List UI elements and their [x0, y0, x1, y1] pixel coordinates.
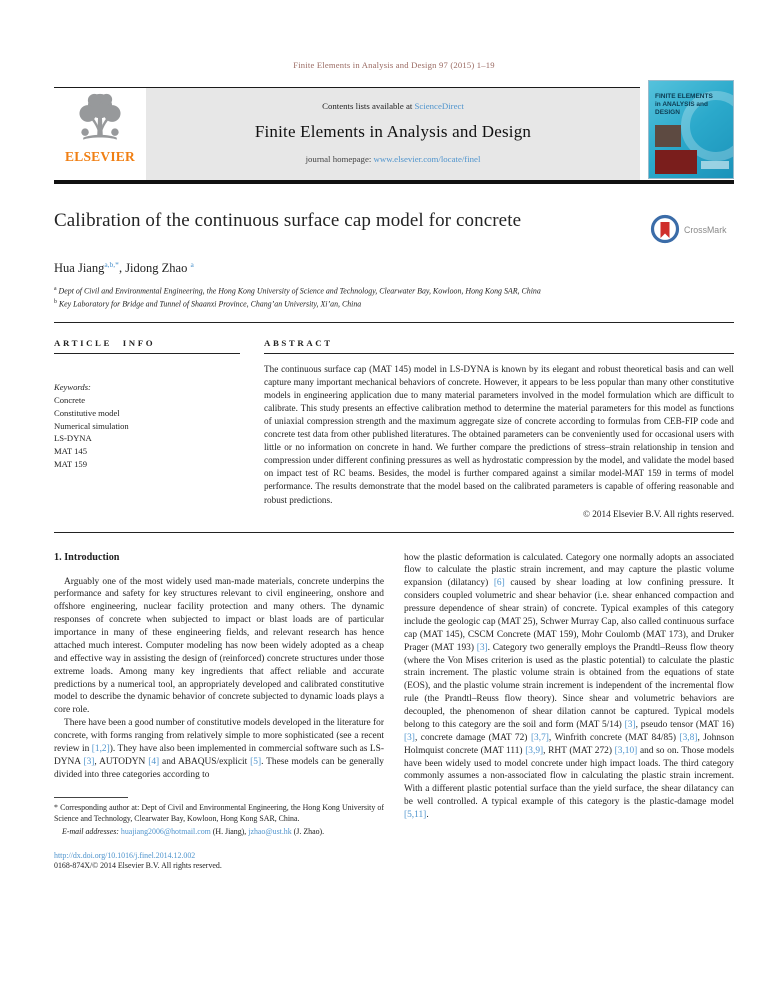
keyword-item: Constitutive model	[54, 407, 120, 418]
doi-link[interactable]: http://dx.doi.org/10.1016/j.finel.2014.12.002	[54, 850, 196, 860]
citation-link[interactable]: [3]	[476, 642, 488, 653]
citation-link[interactable]: [3,8]	[679, 732, 698, 743]
affiliation-text: Dept of Civil and Environmental Engineering, the Hong Kong University of Science and Technology, Clearwater Bay, Kowloon, Hong Kong SAR, China	[56, 286, 541, 296]
keywords-block	[54, 381, 240, 471]
citation-link[interactable]: [5]	[250, 756, 262, 767]
contents-prefix: Contents lists available at	[322, 101, 415, 111]
citation-link[interactable]: [3]	[404, 732, 415, 743]
citation-link[interactable]: [3,7]	[530, 732, 549, 743]
article-info-column	[54, 338, 240, 519]
homepage-line	[146, 154, 640, 164]
journal-cover-thumbnail	[648, 80, 734, 179]
section-1-heading: 1. Introduction	[54, 551, 120, 563]
crossmark-label: CrossMark	[684, 225, 727, 235]
email-owner-1: (H. Jiang),	[210, 826, 249, 836]
citation-link[interactable]: [3,9]	[525, 745, 544, 756]
crossmark-icon	[650, 213, 680, 247]
cover-title	[655, 93, 713, 117]
author-affiliation-sup[interactable]: a,b,*	[104, 260, 119, 269]
right-column	[404, 552, 734, 870]
cover-title-line3: DESIGN	[655, 109, 680, 117]
citation-link[interactable]: [6]	[493, 578, 505, 589]
affiliation-text: Key Laboratory for Bridge and Tunnel of Shaanxi Province, Chang’an University, Xi’an, China	[56, 299, 362, 309]
cover-footer-mark	[701, 161, 729, 169]
journal-title: Finite Elements in Analysis and Design	[254, 122, 532, 141]
elsevier-tree-icon	[72, 91, 128, 149]
abstract-copyright: © 2014 Elsevier B.V. All rights reserved.	[583, 508, 734, 519]
email-addresses-line	[54, 826, 384, 837]
affiliation-line	[54, 298, 734, 311]
email-link-1[interactable]: huajiang2006@hotmail.com	[120, 826, 211, 836]
banner-center	[146, 88, 640, 180]
sciencedirect-link[interactable]: ScienceDirect	[414, 101, 464, 111]
citation-link[interactable]: [5,11]	[404, 810, 427, 821]
article-info-heading: ARTICLE INFO	[54, 338, 240, 354]
author-separator: ,	[118, 261, 126, 276]
affiliation-marker: b	[54, 299, 57, 306]
cover-title-line1: FINITE ELEMENTS	[655, 93, 713, 100]
author-name: Jidong Zhao	[125, 261, 188, 276]
keyword-item: LS-DYNA	[54, 433, 92, 444]
left-column-paragraphs	[54, 576, 384, 782]
citation-link[interactable]: [3]	[624, 719, 636, 730]
body-paragraph: how the plastic deformation is calculated. Category one normally adopts an associated flow to calculate the plastic strain increment, and may capture the plastic volume expansion (dilatancy) [6] caused by shear loading at low confining pressure. It considers coupled volumetric and shear behavior (i.e. shear enhanced compaction and pressure dependence of shear strain) of concrete. Typical examples of this category include the geologic cap (MAT 25), Schwer Murray Cap, also called continuous surface cap (MAT 145), CSCM Concrete (MAT 159), Mohr Coulomb (MAT 173), and Druker Prager (MAT 193) [3]. Category two generally employs the Prandtl–Reuss flow theory (where the Von Mises criterion is used as the plastic potential) to calculate the plastic strain increment. The plastic volume strain is obtained from the equations of state (EOS), and the plastic volume strain increment is independent of the incremental flow rule (the Prandtl–Reuss flow theory). Since shear and volumetric behaviors are decoupled, the phenomenon of shear dilation cannot be captured. Typical models belong to this category are the soil and form (MAT 5/14) [3], pseudo tensor (MAT 16) [3], concrete damage (MAT 72) [3,7], Winfrith concrete (MAT 84/85) [3,8], Johnson Holmquist concrete (MAT 111) [3,9], RHT (MAT 272) [3,10] and so on. Those models have been widely used to model concrete under high impact loads. The third category commonly assumes a non-associated flow in calculating the plastic strain increment. With a different plastic potential surface than the yield surface, the shear dilatancy can be well controlled. A typical example of this category is the plastic-damage model [5,11].	[404, 552, 735, 821]
homepage-link[interactable]: www.elsevier.com/locate/finel	[373, 154, 481, 164]
email-owner-2: (J. Zhao).	[291, 826, 325, 836]
body-paragraph: Arguably one of the most widely used man-made materials, concrete underpins the performance and safety for key structures relevant to civil engineering, onshore and offshore engineering, nuclear facility protection and many others. The dynamic responses of concrete when subjected to impact or blast loads are of particular importance in many of these engineering fields, and relevant research has hence attached much interest. Computer modeling has now been widely adopted as a cheap and effective way in assisting the design of (reinforced) concrete structures under those extreme loads. Among many key ingredients that affect reliable and accurate predictions by a numerical tool, an appropriately developed and calibrated constitutive model to describe the dynamic behavior of concrete subjected to dynamic loads plays a core role.	[54, 576, 384, 716]
cover-photo-2	[655, 150, 697, 174]
elsevier-wordmark: ELSEVIER	[65, 149, 135, 164]
footnote-block	[54, 797, 384, 870]
journal-reference-line: Finite Elements in Analysis and Design 97 (2015) 1–19	[293, 60, 495, 70]
keywords-label: Keywords:	[54, 381, 91, 392]
author-affiliation-sup[interactable]: a	[190, 260, 194, 269]
citation-link[interactable]: [3,10]	[614, 745, 638, 756]
keyword-item: MAT 159	[54, 459, 88, 470]
body-paragraph: There have been a good number of constitutive models developed in the literature for concrete, with forms ranging from relatively simple to more sophisticated (see a recent review in [1,2]). They have also been implemented in commercial software such as LS-DYNA [3], AUTODYN [4] and ABAQUS/explicit [5]. These models can be generally divided into three categories according to	[54, 718, 384, 780]
journal-header-banner	[54, 87, 734, 180]
info-abstract-section	[54, 338, 734, 519]
abstract-column	[264, 338, 734, 519]
affiliations	[54, 285, 734, 311]
abstract-heading: ABSTRACT	[264, 338, 734, 354]
author-line	[54, 260, 734, 276]
body-two-columns	[54, 552, 734, 870]
affiliation-marker: a	[54, 286, 57, 293]
homepage-label: journal homepage:	[305, 154, 374, 164]
keyword-item: MAT 145	[54, 446, 88, 457]
keyword-item: Concrete	[54, 394, 86, 405]
abstract-divider	[54, 532, 734, 533]
citation-link[interactable]: [4]	[148, 756, 160, 767]
elsevier-logo	[54, 88, 146, 180]
section-divider	[54, 322, 734, 323]
cover-photo-1	[655, 125, 681, 147]
email-label: E-mail addresses:	[62, 826, 121, 836]
header-divider-bar	[54, 180, 734, 184]
affiliation-line	[54, 285, 734, 298]
title-section	[54, 210, 734, 247]
abstract-text: The continuous surface cap (MAT 145) model in LS-DYNA is known by its elegant and robust theoretical basis and can well capture many important mechanical behaviors of concrete. However, it appears to be less popular than many other constitutive models in engineering application due to many material parameters involved in the model formulation which are difficult to calibrate. This study presents an effective calibration method to determine the material parameters for this model as functions of uniaxial compression strength and the maximum aggregate size of concrete according to formulas from CEB-FIP code and concrete test data from other published literatures. The obtained parameters can be conveniently used for occasional users with little or no information on concrete in hand. We further compare the predictions of stress–strain relationship in tension and compression under different confining pressures as well as hydrostatic compression by the model, and validate the model based on impact test of RC beams. Besides, the model is further compared against a similar model-MAT 159 in terms of model performance. The results demonstrate that the model based on the calibrated parameters is capable of offering reasonable and robust predictions.	[264, 363, 734, 505]
author-name: Hua Jiang	[54, 261, 105, 276]
corresponding-author-note: * Corresponding author at: Dept of Civil and Environmental Engineering, the Hong Kong University of Science and Technology, Clearwater Bay, Kowloon, Hong Kong SAR, China.	[54, 802, 384, 824]
cover-title-line2: in ANALYSIS and	[655, 101, 708, 109]
contents-line	[146, 101, 640, 111]
keywords-list	[54, 394, 240, 471]
banner-main	[54, 87, 640, 180]
left-column	[54, 552, 384, 870]
crossmark-badge[interactable]	[650, 213, 734, 247]
keyword-item: Numerical simulation	[54, 420, 129, 431]
citation-link[interactable]: [3]	[83, 756, 95, 767]
issn-copyright-line: 0168-874X/© 2014 Elsevier B.V. All rights reserved.	[54, 860, 222, 870]
email-link-2[interactable]: jzhao@ust.hk	[248, 826, 292, 836]
citation-link[interactable]: [1,2]	[91, 743, 110, 754]
article-title: Calibration of the continuous surface cap model for concrete	[54, 210, 522, 231]
footnote-rule	[54, 797, 128, 798]
